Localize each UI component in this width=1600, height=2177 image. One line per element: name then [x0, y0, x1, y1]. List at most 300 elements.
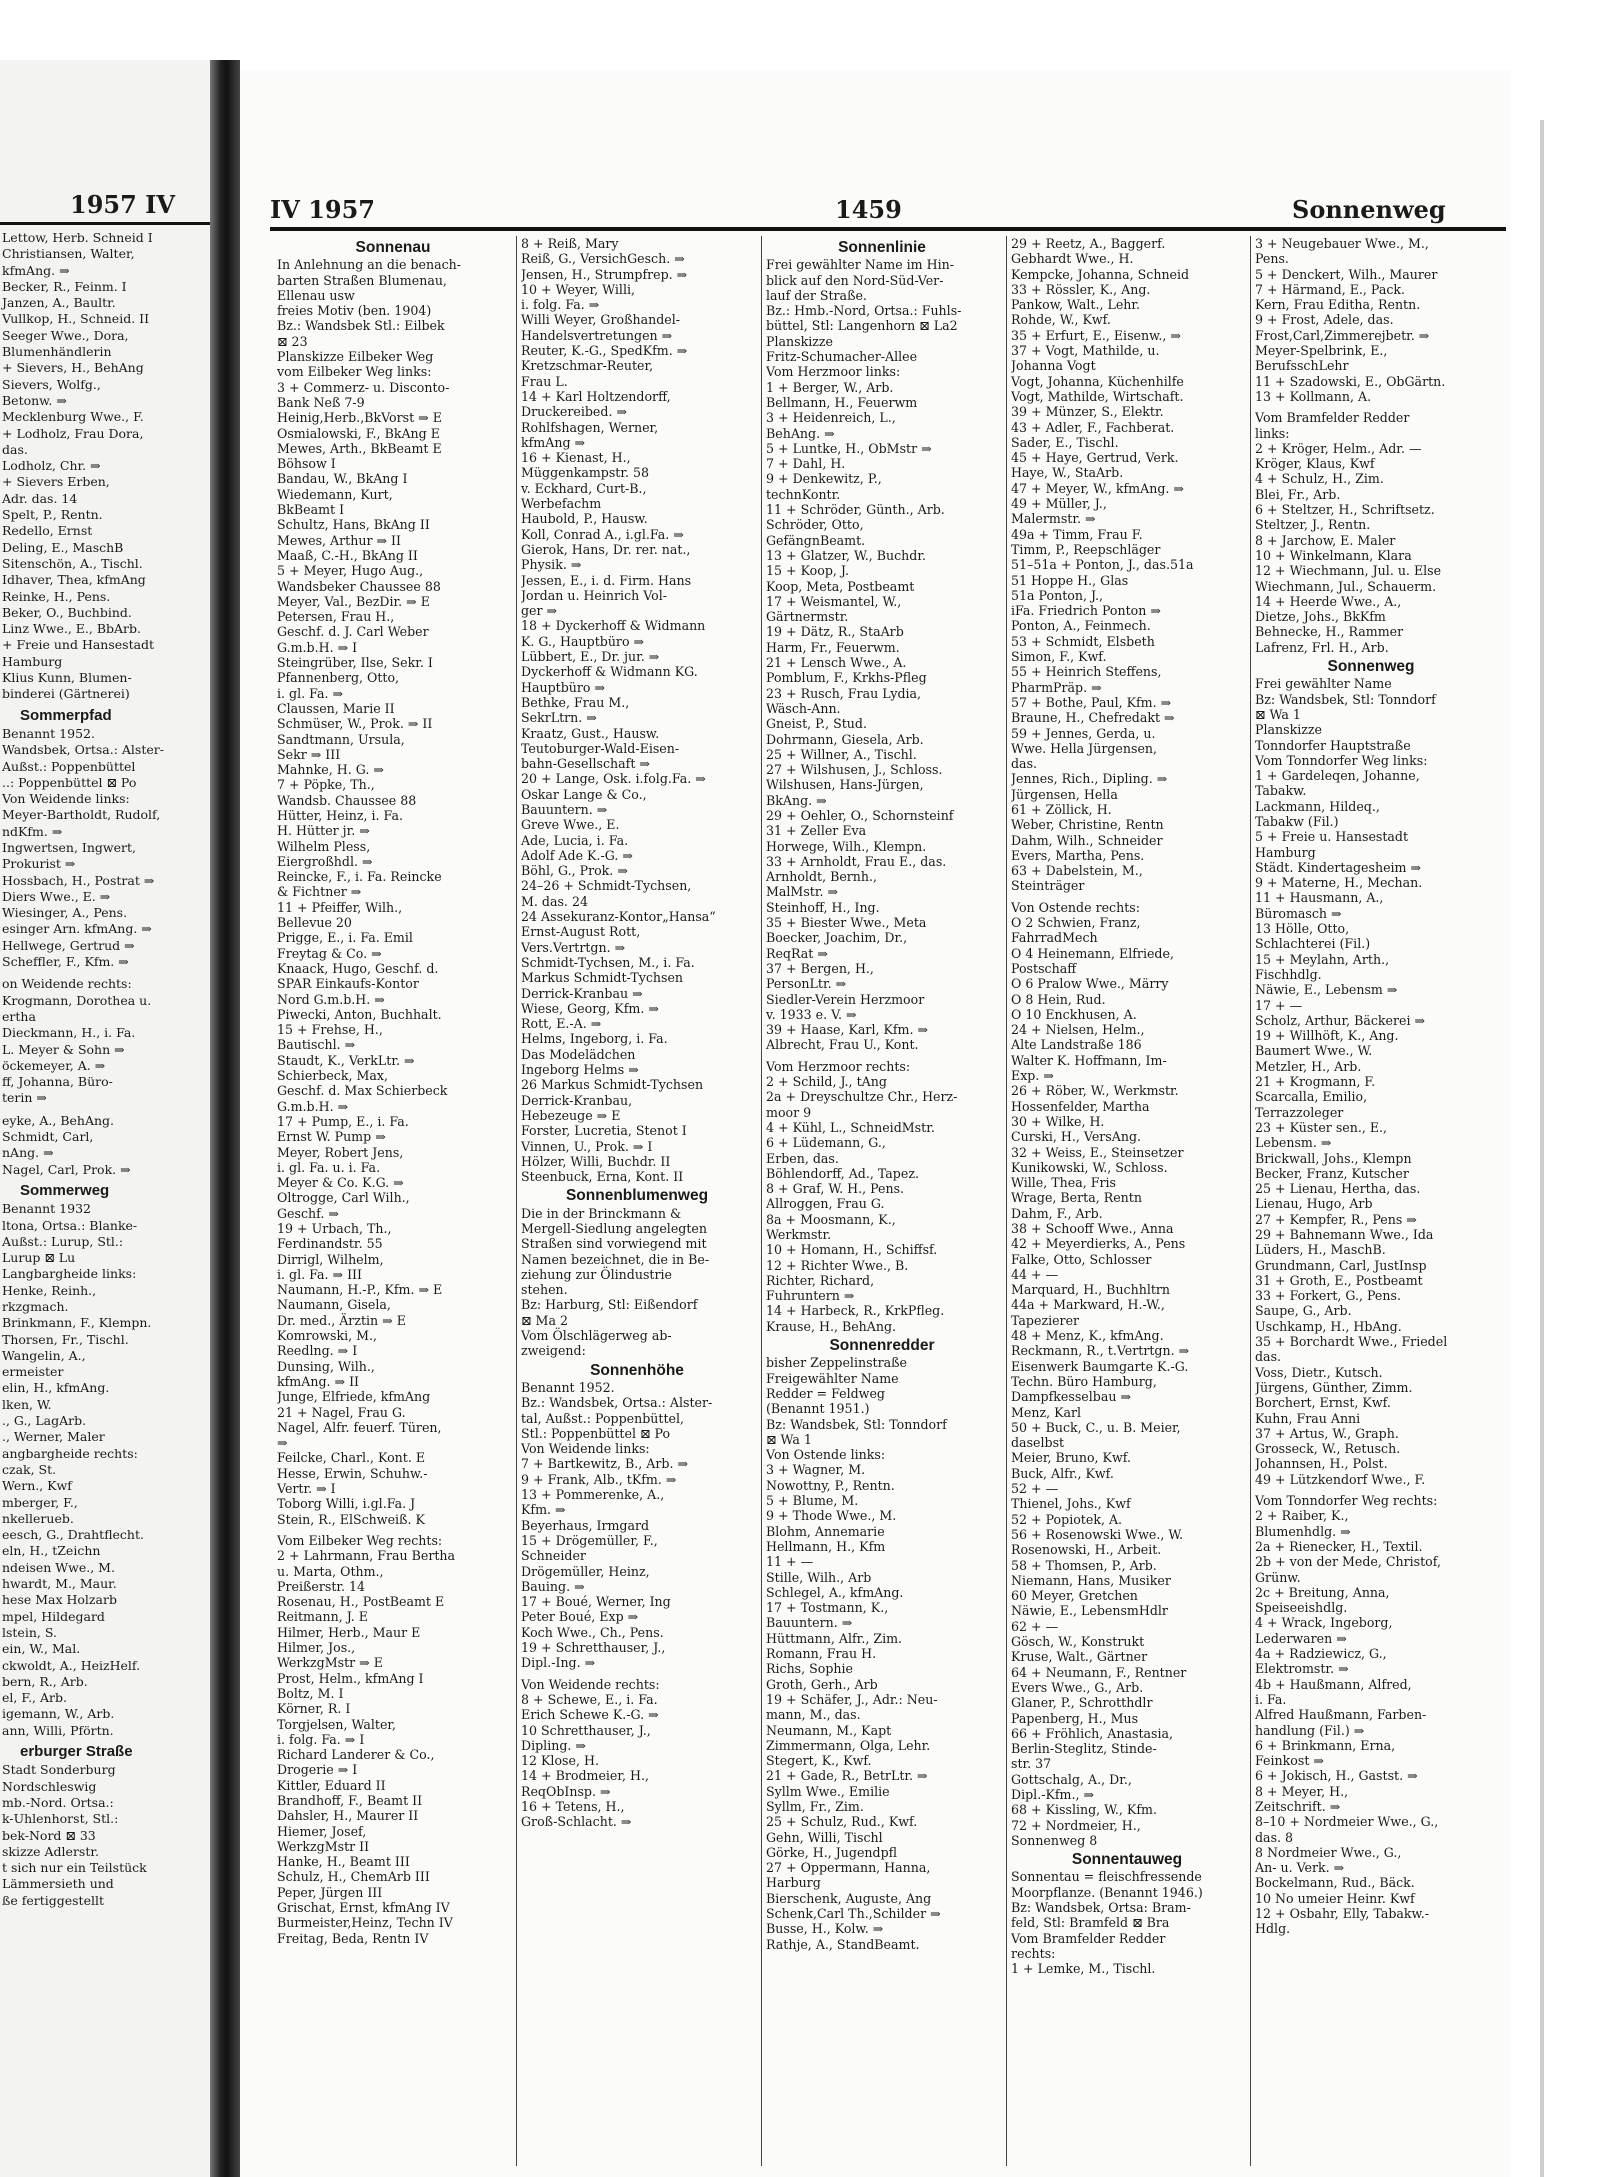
directory-entry: Physik. ⇒ — [521, 557, 582, 573]
directory-entry: Gärtnermstr. — [766, 609, 849, 625]
directory-entry: öckemeyer, A. ⇒ — [2, 1057, 106, 1073]
directory-entry: 19 + Schäfer, J., Adr.: Neu- — [766, 1691, 938, 1707]
directory-entry: Frau L. — [521, 373, 568, 389]
directory-entry: i. gl. Fa. ⇒ — [277, 685, 344, 701]
directory-entry: 6 + Jokisch, H., Gastst. ⇒ — [1255, 1768, 1418, 1784]
directory-entry: Krogmann, Dorothea u. — [2, 992, 152, 1008]
directory-entry: 5 + Denckert, Wilh., Maurer — [1255, 266, 1438, 282]
directory-entry: 49 + Lützkendorf Wwe., F. — [1255, 1471, 1426, 1487]
directory-entry: elin, H., kfmAng. — [2, 1380, 110, 1396]
directory-entry: Markus Schmidt-Tychsen — [521, 970, 684, 986]
directory-entry: 33 + Forkert, G., Pens. — [1255, 1288, 1401, 1304]
directory-entry: 4 + Schulz, H., Zim. — [1255, 471, 1384, 487]
directory-entry: H. Hütter jr. ⇒ — [277, 823, 370, 839]
directory-entry: bahn-Gesellschaft ⇒ — [521, 756, 650, 772]
directory-entry: Busse, H., Kolw. ⇒ — [766, 1921, 884, 1937]
directory-entry: 39 + Haase, Karl, Kfm. ⇒ — [766, 1022, 929, 1038]
directory-entry: Neumann, M., Kapt — [766, 1722, 892, 1738]
directory-entry: Vom Tonndorfer Weg links: — [1255, 752, 1428, 768]
directory-entry: 59 + Jennes, Gerda, u. — [1011, 725, 1156, 741]
directory-entry: bisher Zeppelinstraße — [766, 1355, 908, 1371]
directory-entry: 4 + Wrack, Ingeborg, — [1255, 1615, 1393, 1631]
directory-entry: 64 + Neumann, F., Rentner — [1011, 1664, 1187, 1680]
directory-entry: Bank Neß 7-9 — [277, 394, 365, 410]
directory-entry: Falke, Otto, Schlosser — [1011, 1251, 1152, 1267]
directory-entry: ⊠ Wa 1 — [766, 1431, 812, 1447]
directory-entry: Geschf. d. J. Carl Weber — [277, 624, 429, 640]
directory-entry: i. folg. Fa. ⇒ — [521, 297, 600, 313]
directory-entry: Hölzer, Willi, Buchdr. II — [521, 1153, 671, 1169]
directory-entry: 53 + Schmidt, Elsbeth — [1011, 633, 1155, 649]
column-3 — [766, 236, 998, 1952]
directory-entry: Vom Bramfelder Redder — [1255, 410, 1410, 426]
directory-entry: kfmAng. ⇒ — [2, 262, 70, 278]
directory-entry: Steinträger — [1011, 878, 1085, 894]
directory-entry: Reinke, H., Pens. — [2, 588, 111, 604]
directory-entry: 37 + Bergen, H., — [766, 960, 874, 976]
directory-entry: 3 + Heidenreich, L., — [766, 410, 896, 426]
directory-entry: Kruse, Walt., Gärtner — [1011, 1649, 1148, 1665]
directory-entry: Werbefachm — [521, 496, 602, 512]
directory-entry: Geschf. ⇒ — [277, 1205, 339, 1221]
directory-entry: Beyerhaus, Irmgard — [521, 1517, 650, 1533]
directory-entry: O 4 Heinemann, Elfriede, — [1011, 945, 1174, 961]
directory-entry: Oltrogge, Carl Wilh., — [277, 1190, 410, 1206]
directory-entry: 72 + Nordmeier, H., — [1011, 1817, 1141, 1833]
directory-entry: + Sievers, H., BehAng — [2, 360, 144, 376]
directory-entry: Schlegel, A., kfmAng. — [766, 1584, 904, 1600]
directory-entry: Horwege, Wilh., Klempn. — [766, 838, 927, 854]
directory-entry: 11 + Szadowski, E., ObGärtn. — [1255, 373, 1446, 389]
directory-entry: Wangelin, A., — [2, 1347, 86, 1363]
directory-entry: Lübbert, E., Dr. jur. ⇒ — [521, 649, 660, 665]
directory-entry: Syllm Wwe., Emilie — [766, 1783, 890, 1799]
directory-entry: Beker, O., Buchbind. — [2, 604, 132, 620]
directory-entry: Lurup ⊠ Lu — [2, 1250, 76, 1266]
directory-entry: 11 + — — [766, 1554, 814, 1570]
directory-entry: Wilhelm Pless, — [277, 838, 371, 854]
directory-entry: Exp. ⇒ — [1011, 1068, 1054, 1084]
directory-entry: Wäsch-Ann. — [766, 700, 841, 716]
directory-entry: Schröder, Otto, — [766, 517, 864, 533]
street-title: erburger Straße — [20, 1743, 133, 1761]
directory-entry: Zeitschrift. ⇒ — [1255, 1798, 1341, 1814]
directory-entry: Blei, Fr., Arb. — [1255, 486, 1341, 502]
directory-entry: 27 + Oppermann, Hanna, — [766, 1860, 931, 1876]
directory-entry: Siedler-Verein Herzmoor — [766, 991, 925, 1007]
directory-entry: iFa. Friedrich Ponton ⇒ — [1011, 603, 1161, 619]
running-street-header: Sonnenweg — [1292, 195, 1446, 224]
directory-entry: ger ⇒ — [521, 603, 558, 619]
directory-entry: Schneider — [521, 1548, 586, 1564]
directory-entry: Lodholz, Chr. ⇒ — [2, 458, 101, 474]
directory-entry: Blumenhändlerin — [2, 344, 112, 360]
page-number: 1459 — [835, 195, 902, 224]
directory-entry: Deling, E., MaschB — [2, 539, 124, 555]
directory-entry: 20 + Lange, Osk. i.folg.Fa. ⇒ — [521, 771, 706, 787]
directory-entry: daselbst — [1011, 1435, 1065, 1451]
directory-entry: Tonndorfer Hauptstraße — [1255, 737, 1411, 753]
directory-entry: das. — [1011, 756, 1038, 772]
directory-entry: Wrage, Berta, Rentn — [1011, 1190, 1142, 1206]
directory-entry: Schenk,Carl Th.,Schilder ⇒ — [766, 1906, 941, 1922]
directory-entry: mann, M., das. — [766, 1707, 861, 1723]
directory-entry: Hossenfelder, Martha — [1011, 1098, 1150, 1114]
directory-entry: 2b + von der Mede, Christof, — [1255, 1554, 1441, 1570]
directory-entry: eesch, G., Drahtflecht. — [2, 1527, 144, 1543]
directory-entry: bek-Nord ⊠ 33 — [2, 1827, 96, 1843]
directory-entry: Kuhn, Frau Anni — [1255, 1410, 1361, 1426]
directory-entry: Haye, W., StaArb. — [1011, 465, 1124, 481]
directory-entry: Schmidt, Carl, — [2, 1129, 94, 1145]
directory-entry: Speiseeishdlg. — [1255, 1600, 1348, 1616]
directory-entry: Bz.: Wandsbek, Ortsa.: Alster- — [521, 1395, 713, 1411]
directory-entry: Krause, H., BehAng. — [766, 1318, 897, 1334]
directory-entry: hese Max Holzarb — [2, 1592, 117, 1608]
directory-entry: 11 + Pfeiffer, Wilh., — [277, 899, 403, 915]
directory-entry: 9 + Thode Wwe., M. — [766, 1508, 897, 1524]
directory-entry: 9 + Frank, Alb., tKfm. ⇒ — [521, 1471, 677, 1487]
directory-entry: Sonnentau = fleischfressende — [1011, 1869, 1202, 1885]
directory-entry: 2c + Breitung, Anna, — [1255, 1584, 1390, 1600]
directory-entry: Redder = Feldweg — [766, 1385, 885, 1401]
directory-entry: Vom Herzmoor rechts: — [766, 1058, 911, 1074]
directory-entry: Lebensm. ⇒ — [1255, 1135, 1332, 1151]
directory-entry: ann, Willi, Pförtn. — [2, 1722, 114, 1738]
directory-entry: lstein, S. — [2, 1624, 57, 1640]
directory-entry: O 6 Pralow Wwe., Märry — [1011, 976, 1169, 992]
directory-entry: 3 + Commerz- u. Disconto- — [277, 379, 450, 395]
directory-entry: blick auf den Nord-Süd-Ver- — [766, 272, 944, 288]
directory-entry: Feinkost ⇒ — [1255, 1753, 1324, 1769]
directory-entry: BehAng. ⇒ — [766, 425, 835, 441]
directory-entry: 55 + Heinrich Steffens, — [1011, 664, 1162, 680]
directory-entry: binderei (Gärtnerei) — [2, 686, 130, 702]
directory-entry: 51a Ponton, J., — [1011, 587, 1104, 603]
directory-entry: An- u. Verk. ⇒ — [1255, 1860, 1345, 1876]
directory-entry: Wiesinger, A., Pens. — [2, 905, 128, 921]
directory-entry: Rohde, W., Kwf. — [1011, 312, 1111, 328]
directory-entry: Drögemüller, Heinz, — [521, 1563, 650, 1579]
directory-entry: Vertr. ⇒ I — [277, 1481, 336, 1497]
directory-entry: 47 + Meyer, W., kfmAng. ⇒ — [1011, 480, 1184, 496]
directory-entry: 14 + Heerde Wwe., A., — [1255, 593, 1402, 609]
directory-entry: Straßen sind vorwiegend mit — [521, 1236, 707, 1252]
directory-entry: 26 Markus Schmidt-Tychsen — [521, 1077, 704, 1093]
directory-entry: Voss, Dietr., Kutsch. — [1255, 1364, 1383, 1380]
directory-entry: Richard Landerer & Co., — [277, 1747, 435, 1763]
directory-entry: 61 + Zöllick, H. — [1011, 801, 1112, 817]
directory-entry: Bz: Harburg, Stl: Eißendorf — [521, 1297, 698, 1313]
directory-entry: Steinhoff, H., Ing. — [766, 899, 880, 915]
directory-entry: 1 + Lemke, M., Tischl. — [1011, 1961, 1156, 1977]
directory-entry: Dieckmann, H., i. Fa. — [2, 1025, 136, 1041]
directory-entry: Gehn, Willi, Tischl — [766, 1829, 883, 1845]
directory-entry: 1 + Berger, W., Arb. — [766, 379, 894, 395]
directory-entry: Adr. das. 14 — [2, 490, 78, 506]
directory-entry: Uschkamp, H., HbAng. — [1255, 1318, 1402, 1334]
directory-entry: Kretzschmar-Reuter, — [521, 358, 654, 374]
directory-entry: i. Fa. — [1255, 1691, 1287, 1707]
directory-entry: 17 + Boué, Werner, Ing — [521, 1594, 671, 1610]
directory-entry: tal, Außst.: Poppenbüttel, — [521, 1410, 685, 1426]
left-header-rule — [0, 222, 210, 225]
directory-entry: Prost, Helm., kfmAng I — [277, 1670, 424, 1686]
directory-entry: Jensen, H., Strumpfrep. ⇒ — [521, 266, 688, 282]
directory-entry: Hauptbüro ⇒ — [521, 679, 606, 695]
directory-entry: Reiß, G., VersichGesch. ⇒ — [521, 251, 685, 267]
scan-margin — [1510, 60, 1600, 2177]
directory-entry: Glaner, P., Schrotthdlr — [1011, 1695, 1153, 1711]
directory-entry: Zimmermann, Olga, Lehr. — [766, 1737, 931, 1753]
directory-entry: Tabakw (Fil.) — [1255, 813, 1339, 829]
directory-entry: Lackmann, Hildeq., — [1255, 798, 1380, 814]
directory-entry: Meyer, Val., BezDir. ⇒ E — [277, 593, 430, 609]
directory-entry: Toborg Willi, i.gl.Fa. J — [277, 1496, 416, 1512]
directory-entry: Idhaver, Thea, kfmAng — [2, 572, 146, 588]
directory-entry: 17 + Weismantel, W., — [766, 593, 902, 609]
directory-entry: Scarcalla, Emilio, — [1255, 1089, 1368, 1105]
directory-entry: Steenbuck, Erna, Kont. II — [521, 1169, 684, 1185]
directory-entry: Schierbeck, Max, — [277, 1068, 389, 1084]
directory-entry: Koll, Conrad A., i.gl.Fa. ⇒ — [521, 526, 684, 542]
street-title: Sonnenau — [355, 239, 431, 256]
directory-entry: Schlachterei (Fil.) — [1255, 936, 1371, 952]
directory-entry: Außst.: Poppenbüttel — [2, 758, 136, 774]
page-edge-line — [1540, 120, 1544, 2177]
directory-entry: Helms, Ingeborg, i. Fa. — [521, 1031, 668, 1047]
directory-entry: MalMstr. ⇒ — [766, 884, 839, 900]
directory-entry: Pens. — [1255, 251, 1289, 267]
directory-entry: 19 + Schretthauser, J., — [521, 1640, 666, 1656]
directory-entry: skizze Adlerstr. — [2, 1843, 99, 1859]
directory-entry: Bethke, Frau M., — [521, 694, 630, 710]
directory-entry: Richter, Richard, — [766, 1272, 875, 1288]
directory-entry: Sonnenweg 8 — [1011, 1832, 1098, 1848]
directory-entry: Von Weidende rechts: — [521, 1676, 660, 1692]
directory-entry: 14 + Brodmeier, H., — [521, 1768, 650, 1784]
directory-entry: Fuhruntern ⇒ — [766, 1288, 855, 1304]
left-page-header: 1957 IV — [70, 190, 175, 219]
directory-entry: 27 + Kempfer, R., Pens ⇒ — [1255, 1211, 1417, 1227]
directory-entry: Dyckerhoff & Widmann KG. — [521, 664, 698, 680]
directory-entry: Naumann, H.-P., Kfm. ⇒ E — [277, 1282, 443, 1298]
directory-entry: Alfred Haußmann, Farben- — [1255, 1707, 1427, 1723]
directory-entry: 42 + Meyerdierks, A., Pens — [1011, 1236, 1186, 1252]
directory-entry: 30 + Wilke, H. — [1011, 1113, 1105, 1129]
directory-entry: 45 + Haye, Gertrud, Verk. — [1011, 450, 1179, 466]
directory-entry: Hiemer, Josef, — [277, 1823, 367, 1839]
directory-entry: Romann, Frau H. — [766, 1646, 877, 1662]
directory-entry: kfmAng. ⇒ II — [277, 1373, 360, 1389]
directory-entry: Reitmann, J. E — [277, 1609, 368, 1625]
directory-entry: Thienel, Johs., Kwf — [1011, 1496, 1131, 1512]
directory-entry: Freigewählter Name — [766, 1370, 899, 1386]
directory-entry: Eisenwerk Baumgarte K.-G. — [1011, 1358, 1189, 1374]
directory-entry: Nagel, Alfr. feuerf. Türen, — [277, 1419, 442, 1435]
directory-entry: 56 + Rosenowski Wwe., W. — [1011, 1526, 1184, 1542]
directory-entry: Planskizze — [1255, 722, 1322, 738]
directory-entry: PharmPräp. ⇒ — [1011, 679, 1102, 695]
directory-entry: SekrLtrn. ⇒ — [521, 710, 597, 726]
street-title: Sonnentauweg — [1071, 1851, 1183, 1869]
directory-entry: Janzen, A., Baultr. — [2, 295, 116, 311]
directory-entry: Wiese, Georg, Kfm. ⇒ — [521, 1000, 659, 1016]
directory-entry: Hütter, Heinz, i. Fa. — [277, 807, 403, 823]
directory-entry: Näwie, E., Lebensm ⇒ — [1255, 982, 1398, 998]
directory-entry: 2 + Raiber, K., — [1255, 1508, 1349, 1524]
directory-entry: Niemann, Hans, Musiker — [1011, 1572, 1171, 1588]
column-divider — [1250, 236, 1251, 2166]
directory-entry: Burmeister,Heinz, Techn IV — [277, 1915, 453, 1931]
directory-entry: Vom Herzmoor links: — [766, 364, 901, 380]
directory-entry: + Sievers Erben, — [2, 474, 110, 490]
directory-entry: BerufsschLehr — [1255, 358, 1349, 374]
directory-entry: Bautischl. ⇒ — [277, 1037, 356, 1053]
directory-entry: ltona, Ortsa.: Blanke- — [2, 1217, 138, 1233]
directory-entry: 5 + Blume, M. — [766, 1493, 859, 1509]
column-2 — [521, 236, 753, 1830]
directory-entry: stehen. — [521, 1282, 568, 1298]
directory-entry: Hdlg. — [1255, 1921, 1291, 1937]
directory-entry: Dietze, Johs., BkKfm — [1255, 609, 1386, 625]
directory-entry: Böhl, G., Prok. ⇒ — [521, 863, 628, 879]
directory-entry: Groß-Schlacht. ⇒ — [521, 1814, 632, 1830]
directory-entry: K. G., Hauptbüro ⇒ — [521, 633, 645, 649]
directory-entry: Freytag & Co. ⇒ — [277, 945, 382, 961]
directory-entry: Dipl.-Ing. ⇒ — [521, 1655, 596, 1671]
directory-entry: Vinnen, U., Prok. ⇒ I — [521, 1138, 653, 1154]
directory-entry: 51 Hoppe H., Glas — [1011, 572, 1129, 588]
directory-entry: Jordan u. Heinrich Vol- — [521, 587, 668, 603]
column-divider — [516, 236, 517, 2166]
directory-entry: Moorpflanze. (Benannt 1946.) — [1011, 1884, 1203, 1900]
directory-entry: Dohrmann, Giesela, Arb. — [766, 731, 924, 747]
directory-entry: Baumert Wwe., W. — [1255, 1043, 1373, 1059]
directory-entry: Wille, Thea, Fris — [1011, 1175, 1116, 1191]
directory-entry: 52 + Popiotek, A. — [1011, 1511, 1123, 1527]
directory-entry: Rott, E.-A. ⇒ — [521, 1016, 602, 1032]
directory-entry: 9 + Frost, Adele, das. — [1255, 312, 1394, 328]
directory-entry: Nowottny, P., Rentn. — [766, 1477, 895, 1493]
directory-entry: Rohlfshagen, Werner, — [521, 419, 659, 435]
directory-entry: 10 Schretthauser, J., — [521, 1722, 651, 1738]
directory-entry: Seeger Wwe., Dora, — [2, 327, 129, 343]
directory-entry: 25 + Schulz, Rud., Kwf. — [766, 1814, 918, 1830]
directory-entry: Gneist, P., Stud. — [766, 716, 867, 732]
directory-entry: Tapezierer — [1011, 1312, 1080, 1328]
directory-entry: In Anlehnung an die benach- — [277, 257, 462, 273]
directory-entry: 19 + Urbach, Th., — [277, 1221, 392, 1236]
directory-entry: Menz, Karl — [1011, 1404, 1082, 1420]
directory-entry: 29 + Bahnemann Wwe., Ida — [1255, 1227, 1434, 1242]
directory-entry: Bierschenk, Auguste, Ang — [766, 1890, 932, 1906]
directory-entry: Thorsen, Fr., Tischl. — [2, 1331, 129, 1347]
directory-entry: 19 + Willhöft, K., Ang. — [1255, 1028, 1399, 1044]
directory-entry: Staudt, K., VerkLtr. ⇒ — [277, 1052, 415, 1068]
street-title: Sonnenredder — [829, 1337, 935, 1355]
directory-entry: Wandsb. Chaussee 88 — [277, 792, 417, 808]
directory-entry: 60 Meyer, Gretchen — [1011, 1588, 1138, 1604]
directory-entry: Blumenhdlg. ⇒ — [1255, 1523, 1351, 1539]
directory-entry: Benannt 1952. — [521, 1379, 615, 1395]
street-title: Sommerweg — [20, 1181, 110, 1199]
directory-entry: mberger, F., — [2, 1494, 78, 1510]
directory-entry: Vom Ölschlägerweg ab- — [521, 1328, 672, 1344]
directory-entry: angbargheide rechts: — [2, 1445, 138, 1461]
directory-entry: Spelt, P., Rentn. — [2, 507, 103, 523]
directory-entry: Nordschleswig — [2, 1778, 97, 1794]
directory-entry: Brickwall, Johs., Klempn — [1255, 1150, 1412, 1166]
directory-entry: büttel, Stl: Langenhorn ⊠ La2 — [766, 318, 958, 334]
directory-entry: ⊠ Ma 2 — [521, 1312, 568, 1328]
directory-entry: ..: Poppenbüttel ⊠ Po — [2, 774, 137, 790]
directory-entry: ertha — [2, 1008, 36, 1024]
column-1 — [277, 236, 509, 1946]
directory-entry: Prokurist ⇒ — [2, 856, 76, 872]
directory-entry: nkellerueb. — [2, 1510, 74, 1526]
directory-entry: 24 Assekuranz-Kontor„Hansa“ — [521, 909, 716, 925]
directory-entry: Willi Weyer, Großhandel- — [521, 312, 681, 328]
directory-entry: barten Straßen Blumenau, — [277, 272, 447, 288]
directory-entry: czak, St. — [2, 1461, 57, 1477]
directory-entry: Reincke, F., i. Fa. Reincke — [277, 869, 442, 885]
directory-entry: handlung (Fil.) ⇒ — [1255, 1722, 1365, 1738]
directory-entry: Städt. Kindertagesheim ⇒ — [1255, 859, 1422, 875]
directory-entry: 2 + Lahrmann, Frau Bertha — [277, 1548, 456, 1564]
directory-entry: Walter K. Hoffmann, Im- — [1011, 1052, 1167, 1068]
directory-entry: 21 + Nagel, Frau G. — [277, 1404, 406, 1420]
directory-entry: 14 + Karl Holtzendorff, — [521, 388, 671, 404]
directory-entry: Meier, Bruno, Kwf. — [1011, 1450, 1131, 1466]
directory-entry: Lafrenz, Frl. H., Arb. — [1255, 639, 1389, 655]
directory-entry: Müggenkampstr. 58 — [521, 465, 650, 481]
directory-entry: Junge, Elfriede, kfmAng — [277, 1389, 431, 1405]
directory-entry: Kfm. ⇒ — [521, 1502, 566, 1518]
directory-entry: das. 8 — [1255, 1829, 1294, 1845]
directory-entry: 25 + Willner, A., Tischl. — [766, 746, 917, 762]
directory-entry: Papenberg, H., Mus — [1011, 1710, 1139, 1726]
directory-entry: 9 + Denkewitz, P., — [766, 471, 882, 487]
directory-entry: 3 + Neugebauer Wwe., M., — [1255, 236, 1429, 251]
directory-entry: 12 Klose, H. — [521, 1753, 599, 1769]
directory-entry: Syllm, Fr., Zim. — [766, 1798, 864, 1814]
directory-entry: Ingwertsen, Ingwert, — [2, 839, 136, 855]
directory-entry: Benannt 1952. — [2, 725, 95, 741]
directory-entry: Pankow, Walt., Lehr. — [1011, 297, 1141, 313]
directory-entry: kfmAng ⇒ — [521, 434, 586, 450]
directory-entry: 21 + Lensch Wwe., A. — [766, 655, 907, 671]
directory-entry: WerkzgMstr ⇒ E — [277, 1655, 383, 1671]
directory-entry: Dunsing, Wilh., — [277, 1358, 375, 1374]
directory-entry: 50 + Buck, C., u. B. Meier, — [1011, 1419, 1181, 1435]
directory-entry: 68 + Kissling, W., Kfm. — [1011, 1802, 1157, 1818]
directory-entry: 8 + Schewe, E., i. Fa. — [521, 1691, 658, 1707]
column-4 — [1011, 236, 1243, 1977]
directory-entry: Gösch, W., Konstrukt — [1011, 1634, 1145, 1650]
directory-entry: 10 + Winkelmann, Klara — [1255, 547, 1412, 563]
directory-entry: Kern, Frau Editha, Rentn. — [1255, 297, 1421, 313]
directory-entry: 3 + Wagner, M. — [766, 1462, 866, 1478]
directory-entry: lken, W. — [2, 1396, 52, 1412]
directory-entry: Johanna Vogt — [1011, 358, 1096, 374]
directory-page — [240, 70, 1510, 2177]
directory-entry: 57 + Bothe, Paul, Kfm. ⇒ — [1011, 694, 1172, 710]
directory-entry: Meyer-Spelbrink, E., — [1255, 343, 1388, 359]
directory-entry: Steltzer, J., Rentn. — [1255, 517, 1371, 533]
directory-entry: 66 + Fröhlich, Anastasia, — [1011, 1725, 1174, 1741]
directory-entry: Bauuntern. ⇒ — [766, 1615, 853, 1631]
